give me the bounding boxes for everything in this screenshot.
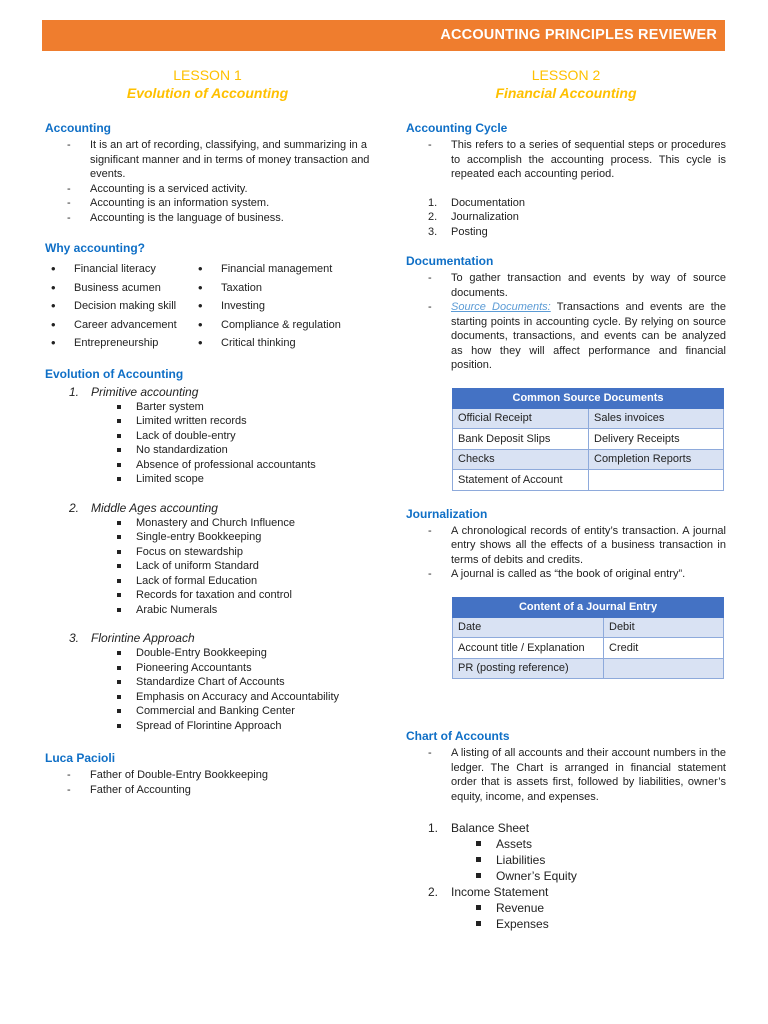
- list-item: [428, 884, 726, 932]
- documentation-points: [406, 271, 726, 373]
- source-documents-link[interactable]: Source Documents:: [451, 301, 551, 313]
- lesson1-heading: [45, 66, 370, 102]
- chart-of-accounts-groups: [406, 820, 726, 932]
- list-item: Limited scope: [115, 472, 370, 487]
- table-cell: Official Receipt: [453, 408, 589, 429]
- list-item: [428, 210, 726, 225]
- list-item: • Financial management: [198, 260, 341, 279]
- list-item: • Career advancement: [51, 316, 198, 335]
- step-label: Journalization: [451, 211, 519, 223]
- stage-florintine: [45, 630, 370, 733]
- list-item: • Compliance & regulation: [198, 316, 341, 335]
- journal-entry-table: [452, 597, 724, 680]
- stage-title: [45, 630, 370, 646]
- list-item: - Father of Double-Entry Bookkeeping: [67, 768, 370, 783]
- table-cell: [589, 470, 724, 491]
- table-cell: Completion Reports: [589, 449, 724, 470]
- list-item: Double-Entry Bookkeeping: [115, 646, 370, 661]
- list-item: • Financial literacy: [51, 260, 198, 279]
- table-cell: Statement of Account: [453, 470, 589, 491]
- table-row: [453, 638, 724, 659]
- list-item: [428, 196, 726, 211]
- list-item: • Taxation: [198, 279, 341, 298]
- list-item: Arabic Numerals: [115, 603, 370, 618]
- list-item: - A journal is called as “the book of original entry”.: [428, 567, 726, 582]
- list-item: • Business acumen: [51, 279, 198, 298]
- stage-label: Middle Ages accounting: [91, 500, 218, 515]
- list-item: Lack of uniform Standard: [115, 559, 370, 574]
- stage-number: 3.: [69, 631, 80, 646]
- list-item: [428, 225, 726, 240]
- banner-title: ACCOUNTING PRINCIPLES REVIEWER: [440, 27, 717, 43]
- list-item: - Accounting is the language of business.: [67, 211, 370, 226]
- stage-primitive: [45, 384, 370, 487]
- table-row: [453, 408, 724, 429]
- table-row: [453, 658, 724, 679]
- list-item: [428, 300, 726, 373]
- list-item: Records for taxation and control: [115, 588, 370, 603]
- list-item: Standardize Chart of Accounts: [115, 675, 370, 690]
- journalization-heading: Journalization: [406, 506, 488, 521]
- chart-of-accounts-description: [406, 746, 726, 804]
- table-row: [453, 449, 724, 470]
- list-item: Expenses: [473, 916, 726, 932]
- list-item: Spread of Florintine Approach: [115, 719, 370, 734]
- step-label: Posting: [451, 225, 488, 238]
- table-header: Content of a Journal Entry: [453, 597, 724, 617]
- lesson1-number: LESSON 1: [173, 67, 242, 83]
- stage-middle-ages: [45, 500, 370, 618]
- table-cell: Account title / Explanation: [453, 638, 604, 659]
- list-item: Focus on stewardship: [115, 545, 370, 560]
- step-label: Documentation: [451, 196, 525, 209]
- luca-pacioli-points: [45, 768, 370, 797]
- stage-items: [45, 400, 370, 487]
- list-item: Limited written records: [115, 414, 370, 429]
- list-item: Single-entry Bookkeeping: [115, 530, 370, 545]
- table-cell: Debit: [604, 617, 724, 638]
- list-item: Emphasis on Accuracy and Accountability: [115, 690, 370, 705]
- group-label: Income Statement: [451, 885, 549, 899]
- list-item: Monastery and Church Influence: [115, 516, 370, 531]
- lesson1-title: Evolution of Accounting: [126, 85, 289, 101]
- table-cell: Date: [453, 617, 604, 638]
- source-documents-text: Transactions and events are the starting points in accounting cycle. By relying on source documents, transactions, and events can be analyzed as how they will affect performance and financial position.: [451, 301, 726, 371]
- list-item: - A listing of all accounts and their account numbers in the ledger. The Chart is arranged in financial statement order that is assets first, followed by liabilities, owner’s equity, income, and expenses.: [428, 746, 726, 804]
- list-item: Liabilities: [473, 852, 726, 868]
- why-accounting-col1: [51, 260, 198, 353]
- stage-items: [45, 516, 370, 618]
- journalization-points: [406, 524, 726, 582]
- accounting-heading: Accounting: [45, 121, 111, 135]
- evolution-heading: Evolution of Accounting: [45, 366, 184, 381]
- list-item: [428, 820, 726, 884]
- list-item: Revenue: [473, 900, 726, 916]
- table-row: [453, 470, 724, 491]
- step-number: 2.: [428, 211, 438, 223]
- list-item: No standardization: [115, 443, 370, 458]
- lesson2-title: Financial Accounting: [495, 85, 637, 101]
- why-accounting-heading: Why accounting?: [45, 241, 145, 255]
- list-item: - Accounting is a serviced activity.: [67, 182, 370, 197]
- table-cell: Sales invoices: [589, 408, 724, 429]
- list-item: Commercial and Banking Center: [115, 704, 370, 719]
- lesson2-number: LESSON 2: [531, 67, 601, 83]
- stage-label: Primitive accounting: [91, 384, 199, 399]
- list-item: Pioneering Accountants: [115, 661, 370, 676]
- accounting-cycle-steps: [406, 196, 726, 240]
- list-item: • Critical thinking: [198, 334, 341, 353]
- accounting-cycle-description: [406, 138, 726, 182]
- lesson2-column: [406, 66, 726, 932]
- list-item: - To gather transaction and events by way of source documents.: [428, 271, 726, 300]
- why-accounting-list: [45, 260, 370, 353]
- table-cell: PR (posting reference): [453, 658, 604, 679]
- header-banner: [42, 20, 725, 51]
- list-item: - Accounting is an information system.: [67, 196, 370, 211]
- list-item: Lack of double-entry: [115, 429, 370, 444]
- step-number: 1.: [428, 196, 438, 209]
- group-number: 1.: [428, 821, 439, 835]
- list-item: Barter system: [115, 400, 370, 415]
- list-item: - It is an art of recording, classifying, and summarizing in a significant manner and in terms of money transaction and events.: [67, 138, 370, 182]
- group-label: Balance Sheet: [451, 821, 530, 835]
- list-item: • Entrepreneurship: [51, 334, 198, 353]
- table-cell: Delivery Receipts: [589, 429, 724, 450]
- luca-pacioli-heading: Luca Pacioli: [45, 751, 116, 766]
- why-accounting-col2: [198, 260, 341, 353]
- accounting-cycle-heading: Accounting Cycle: [406, 121, 508, 135]
- table-row: [453, 429, 724, 450]
- table-cell: Bank Deposit Slips: [453, 429, 589, 450]
- stage-label: Florintine Approach: [91, 631, 195, 646]
- table-row: [453, 617, 724, 638]
- lesson1-column: [45, 66, 370, 797]
- table-cell: [604, 658, 724, 679]
- list-item: • Decision making skill: [51, 297, 198, 316]
- group-items: [451, 900, 726, 932]
- list-item: Assets: [473, 836, 726, 852]
- list-item: - A chronological records of entity’s transaction. A journal entry shows all the effects of a business transaction in terms of debits and credits.: [428, 524, 726, 568]
- lesson2-heading: [406, 66, 726, 102]
- documentation-heading: Documentation: [406, 254, 494, 268]
- table-cell: Checks: [453, 449, 589, 470]
- list-item: • Investing: [198, 297, 341, 316]
- stage-items: [45, 646, 370, 733]
- accounting-points: [45, 138, 370, 225]
- group-items: [451, 836, 726, 884]
- stage-title: [45, 384, 370, 400]
- chart-of-accounts-heading: Chart of Accounts: [406, 729, 510, 743]
- table-header: Common Source Documents: [453, 388, 724, 408]
- step-number: 3.: [428, 225, 438, 238]
- group-number: 2.: [428, 885, 439, 899]
- table-cell: Credit: [604, 638, 724, 659]
- list-item: Lack of formal Education: [115, 574, 370, 589]
- list-item: Owner’s Equity: [473, 868, 726, 884]
- stage-title: [45, 500, 370, 516]
- list-item: - Father of Accounting: [67, 783, 370, 798]
- list-item: - This refers to a series of sequential steps or procedures to accomplish the accounting process. This cycle is repeated each accounting period.: [428, 138, 726, 182]
- stage-number: 2.: [69, 500, 80, 515]
- source-documents-table: [452, 388, 724, 491]
- list-item: Absence of professional accountants: [115, 458, 370, 473]
- stage-number: 1.: [69, 384, 80, 399]
